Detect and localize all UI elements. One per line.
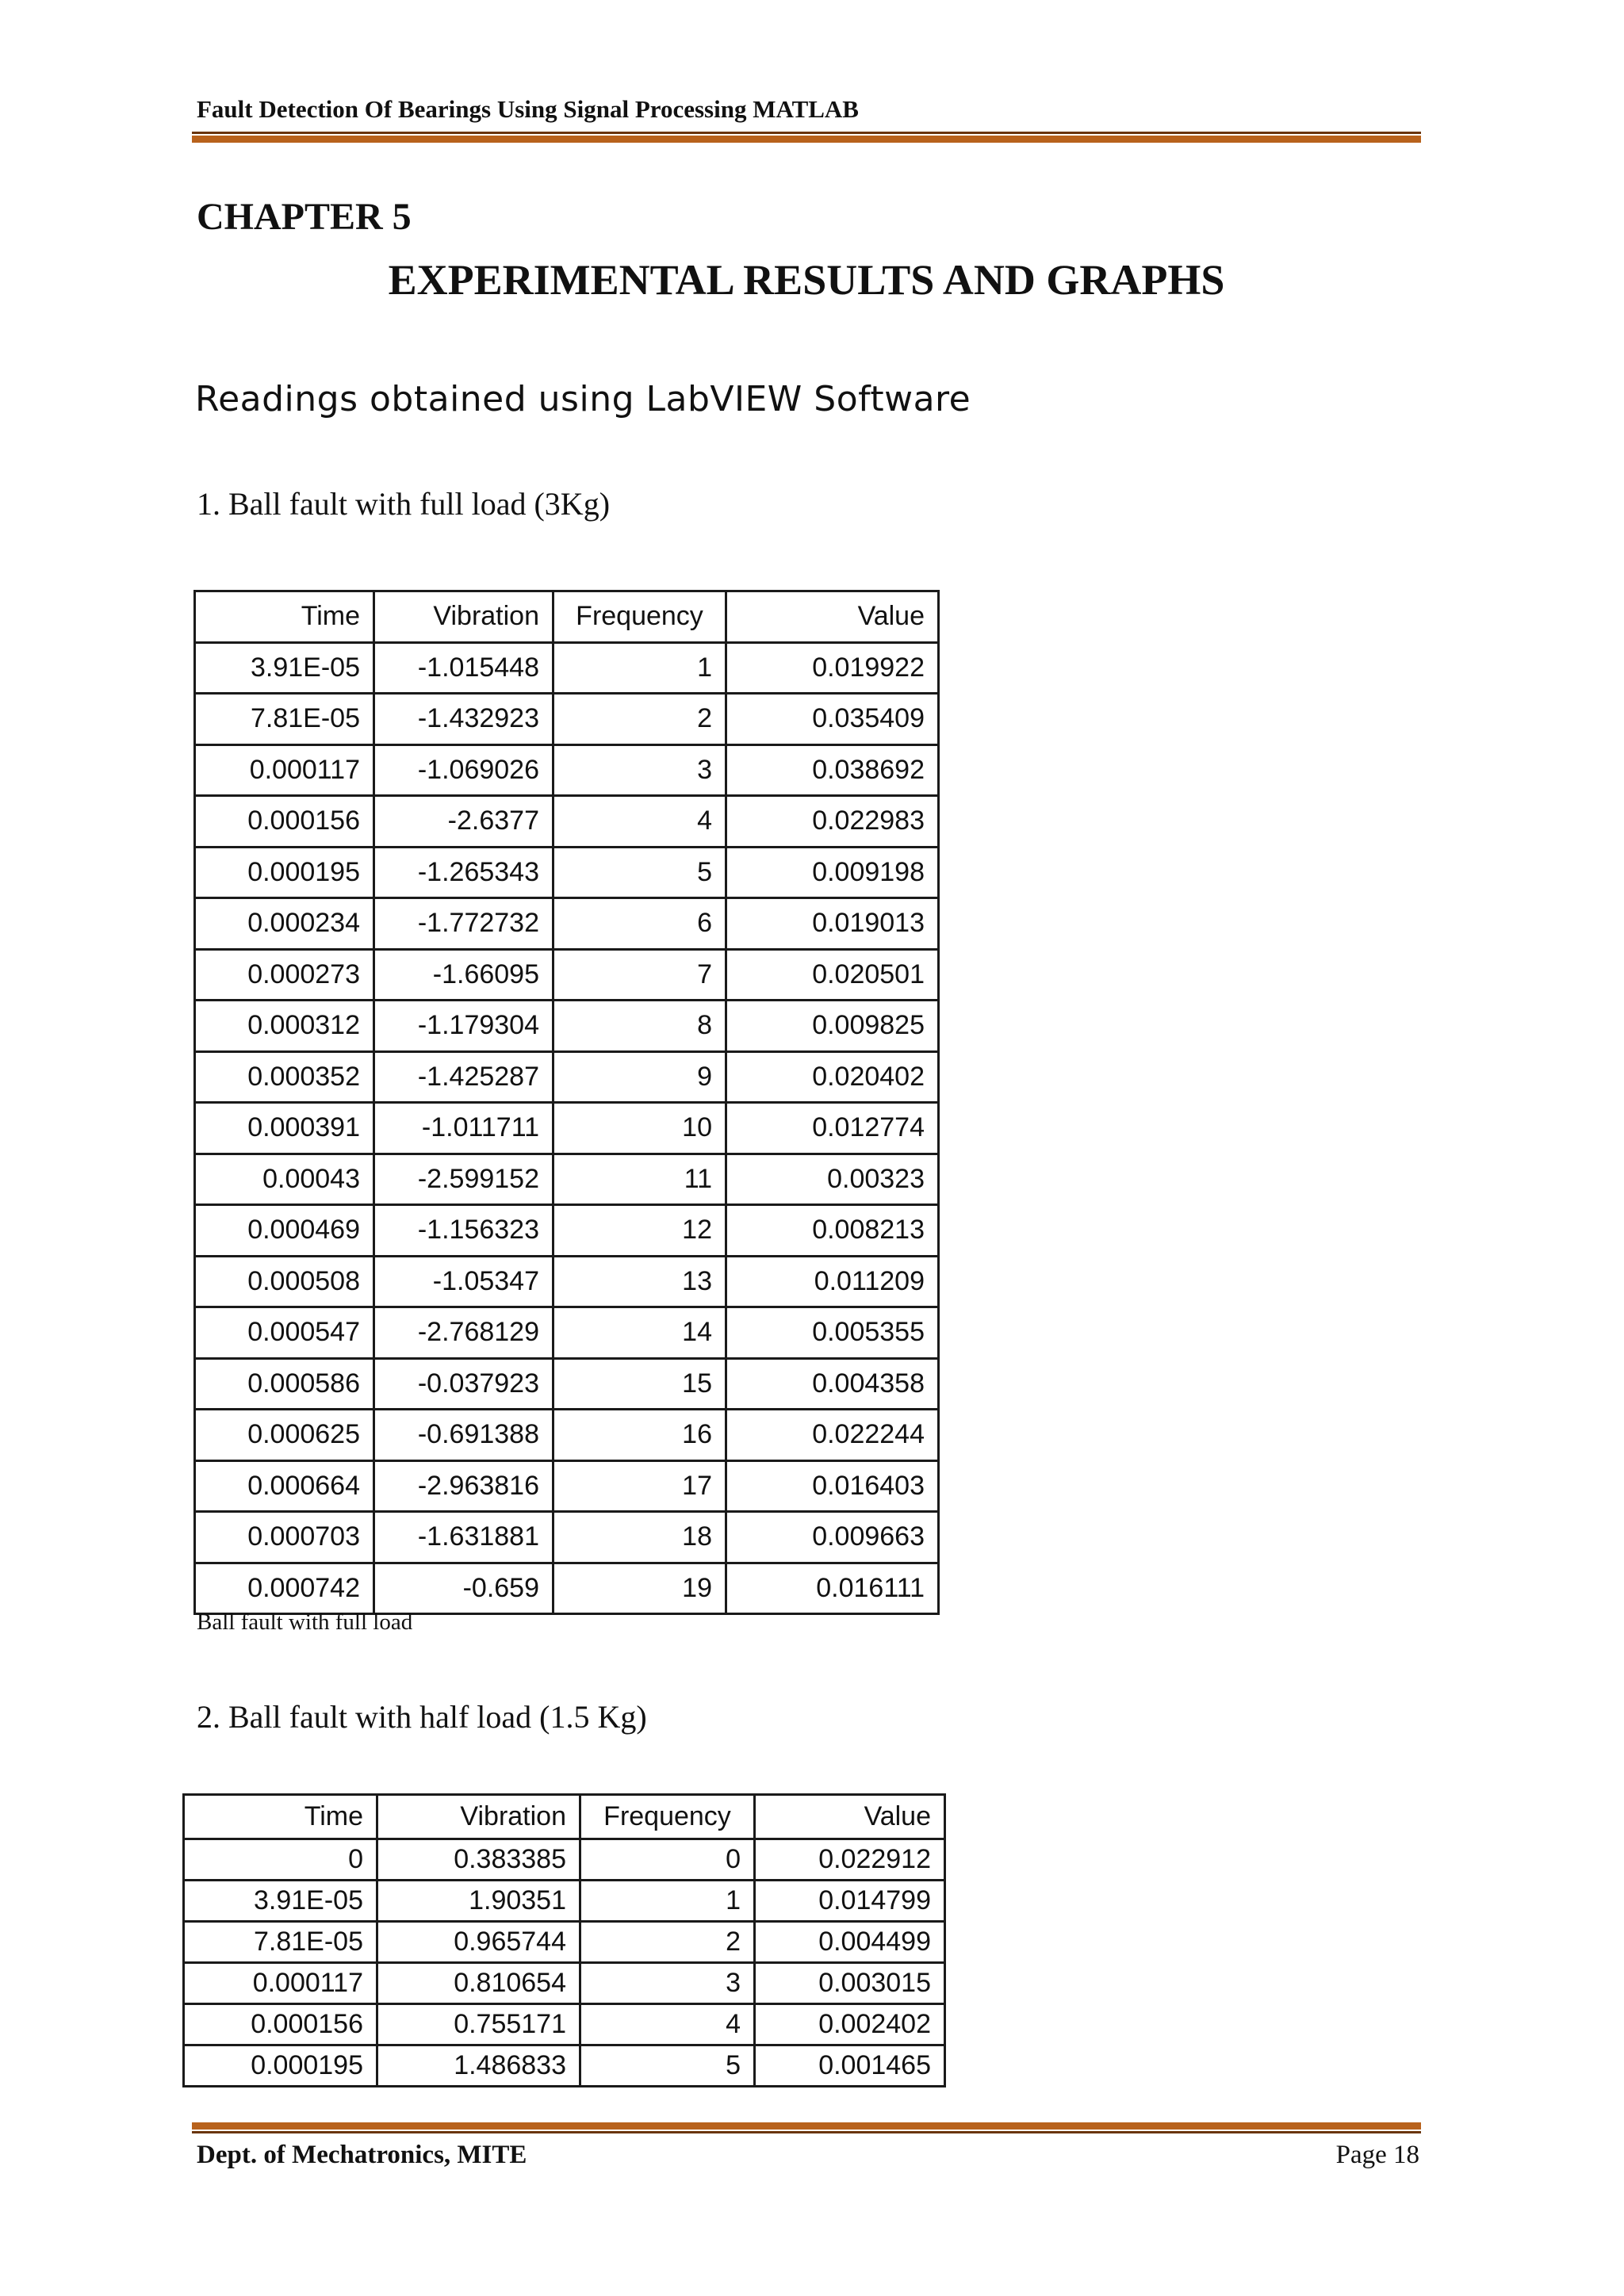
table-cell: 0.011209 [726, 1256, 939, 1307]
table-cell: 10 [553, 1103, 726, 1154]
table-cell: 0.000156 [184, 2004, 377, 2045]
table-cell: -1.265343 [374, 847, 553, 898]
table-cell: 0.012774 [726, 1103, 939, 1154]
table-cell: 0.000742 [195, 1563, 374, 1614]
table-cell: 6 [553, 898, 726, 950]
table-cell: -2.6377 [374, 796, 553, 848]
table-ball-fault-half-load [182, 1793, 946, 2087]
table-cell: 1.90351 [377, 1881, 580, 1922]
table-cell: 0.022244 [726, 1410, 939, 1461]
table-header-row [184, 1795, 945, 1839]
table-cell: 0.000312 [195, 1001, 374, 1052]
header-rule-thick [192, 136, 1421, 143]
table-cell: 0.000547 [195, 1307, 374, 1359]
table-cell: -1.069026 [374, 744, 553, 796]
table-row [195, 949, 939, 1001]
column-header: Vibration [374, 591, 553, 643]
table-cell: 0.004499 [755, 1922, 945, 1963]
table-cell: 15 [553, 1358, 726, 1410]
table-cell: 16 [553, 1410, 726, 1461]
table-cell: 5 [553, 847, 726, 898]
column-header: Value [726, 591, 939, 643]
table-cell: 0.008213 [726, 1205, 939, 1257]
table-row [195, 1051, 939, 1103]
table-cell: -1.179304 [374, 1001, 553, 1052]
table1-heading: 1. Ball fault with full load (3Kg) [197, 486, 611, 522]
table-cell: 0.016403 [726, 1460, 939, 1512]
table-row [195, 898, 939, 950]
table-cell: 0.000117 [195, 744, 374, 796]
table-cell: 2 [580, 1922, 755, 1963]
column-header: Frequency [580, 1795, 755, 1839]
column-header: Value [755, 1795, 945, 1839]
table-cell: 0.000586 [195, 1358, 374, 1410]
running-header-title: Fault Detection Of Bearings Using Signal Processing MATLAB [197, 95, 859, 123]
table-cell: 0.000273 [195, 949, 374, 1001]
table-cell: -1.432923 [374, 694, 553, 745]
table-cell: 4 [580, 2004, 755, 2045]
table-cell: 0.020501 [726, 949, 939, 1001]
table-cell: 12 [553, 1205, 726, 1257]
table-header-row [195, 591, 939, 643]
table-cell: -2.768129 [374, 1307, 553, 1359]
table-cell: 0.001465 [755, 2045, 945, 2087]
table-cell: 19 [553, 1563, 726, 1614]
table-cell: 18 [553, 1512, 726, 1563]
table-row [195, 744, 939, 796]
footer-rule-thin [192, 2131, 1421, 2133]
table-cell: -2.963816 [374, 1460, 553, 1512]
section-heading: Readings obtained using LabVIEW Software [195, 379, 971, 419]
table-cell: -1.772732 [374, 898, 553, 950]
table-cell: 0.755171 [377, 2004, 580, 2045]
table-cell: 7.81E-05 [195, 694, 374, 745]
table-cell: 0.000234 [195, 898, 374, 950]
table-cell: 2 [553, 694, 726, 745]
table-row [184, 2004, 945, 2045]
table-cell: -1.631881 [374, 1512, 553, 1563]
table-row [184, 1881, 945, 1922]
table-row [195, 1307, 939, 1359]
table-cell: 0.009663 [726, 1512, 939, 1563]
table-cell: 0.000508 [195, 1256, 374, 1307]
table-row [195, 1563, 939, 1614]
table-row [184, 1963, 945, 2004]
chapter-label: CHAPTER 5 [197, 196, 412, 238]
table-cell: 0 [184, 1839, 377, 1881]
table-cell: 0.022912 [755, 1839, 945, 1881]
table-cell: 0.019922 [726, 642, 939, 694]
table-cell: 0.009198 [726, 847, 939, 898]
table-cell: -1.425287 [374, 1051, 553, 1103]
table-cell: 0.019013 [726, 898, 939, 950]
table-row [184, 1839, 945, 1881]
table-cell: -1.05347 [374, 1256, 553, 1307]
table-cell: 11 [553, 1154, 726, 1205]
table-row [184, 2045, 945, 2087]
footer-page-number: Page 18 [1335, 2141, 1419, 2169]
table-cell: 0.004358 [726, 1358, 939, 1410]
table-cell: 0.000391 [195, 1103, 374, 1154]
table-ball-fault-full-load [193, 590, 940, 1615]
table-cell: -2.599152 [374, 1154, 553, 1205]
table-row [195, 847, 939, 898]
table-row [195, 1256, 939, 1307]
table-cell: 0.000664 [195, 1460, 374, 1512]
column-header: Time [184, 1795, 377, 1839]
table-cell: 0.000195 [195, 847, 374, 898]
table-cell: 3.91E-05 [195, 642, 374, 694]
table-row [195, 1001, 939, 1052]
table-cell: 0.003015 [755, 1963, 945, 2004]
footer-rule-thick [192, 2122, 1421, 2130]
table-row [195, 694, 939, 745]
column-header: Time [195, 591, 374, 643]
table-cell: 4 [553, 796, 726, 848]
table-cell: -1.015448 [374, 642, 553, 694]
table-cell: 0.016111 [726, 1563, 939, 1614]
table-cell: -0.659 [374, 1563, 553, 1614]
table-cell: -0.691388 [374, 1410, 553, 1461]
table-cell: 0.000469 [195, 1205, 374, 1257]
table-cell: 3 [580, 1963, 755, 2004]
table-cell: -0.037923 [374, 1358, 553, 1410]
table1-caption: Ball fault with full load [197, 1609, 413, 1635]
table-cell: 1 [580, 1881, 755, 1922]
table2-heading: 2. Ball fault with half load (1.5 Kg) [197, 1699, 647, 1735]
table-row [195, 1512, 939, 1563]
table-cell: 0.002402 [755, 2004, 945, 2045]
table-cell: -1.156323 [374, 1205, 553, 1257]
table-cell: 3.91E-05 [184, 1881, 377, 1922]
table-cell: -1.66095 [374, 949, 553, 1001]
table-row [184, 1922, 945, 1963]
table-cell: 0.005355 [726, 1307, 939, 1359]
footer-department: Dept. of Mechatronics, MITE [197, 2141, 527, 2169]
table-row [195, 1154, 939, 1205]
table-cell: 0.00323 [726, 1154, 939, 1205]
table-row [195, 642, 939, 694]
table-cell: 0.020402 [726, 1051, 939, 1103]
chapter-title: EXPERIMENTAL RESULTS AND GRAPHS [388, 256, 1225, 304]
table-row [195, 1358, 939, 1410]
table-cell: 0.000156 [195, 796, 374, 848]
table-row [195, 1460, 939, 1512]
table-cell: 0.000195 [184, 2045, 377, 2087]
table-cell: 0.000625 [195, 1410, 374, 1461]
table-cell: 0.383385 [377, 1839, 580, 1881]
table-cell: 14 [553, 1307, 726, 1359]
table-cell: 13 [553, 1256, 726, 1307]
table-cell: 0.00043 [195, 1154, 374, 1205]
table-cell: 7 [553, 949, 726, 1001]
table-cell: 0 [580, 1839, 755, 1881]
header-rule-thin [192, 132, 1421, 134]
table-cell: 9 [553, 1051, 726, 1103]
table-cell: 0.810654 [377, 1963, 580, 2004]
table-cell: 0.009825 [726, 1001, 939, 1052]
table-cell: 0.000703 [195, 1512, 374, 1563]
table-row [195, 1410, 939, 1461]
column-header: Frequency [553, 591, 726, 643]
table-cell: 8 [553, 1001, 726, 1052]
table-cell: 5 [580, 2045, 755, 2087]
table-cell: 0.965744 [377, 1922, 580, 1963]
table-row [195, 1205, 939, 1257]
table-cell: 7.81E-05 [184, 1922, 377, 1963]
table-cell: 0.000117 [184, 1963, 377, 2004]
table-cell: 0.022983 [726, 796, 939, 848]
table-cell: 1 [553, 642, 726, 694]
table-cell: -1.011711 [374, 1103, 553, 1154]
table-row [195, 796, 939, 848]
table-cell: 1.486833 [377, 2045, 580, 2087]
table-row [195, 1103, 939, 1154]
table-cell: 0.038692 [726, 744, 939, 796]
table-cell: 0.000352 [195, 1051, 374, 1103]
table-cell: 0.035409 [726, 694, 939, 745]
table-cell: 0.014799 [755, 1881, 945, 1922]
table-cell: 17 [553, 1460, 726, 1512]
column-header: Vibration [377, 1795, 580, 1839]
table-cell: 3 [553, 744, 726, 796]
